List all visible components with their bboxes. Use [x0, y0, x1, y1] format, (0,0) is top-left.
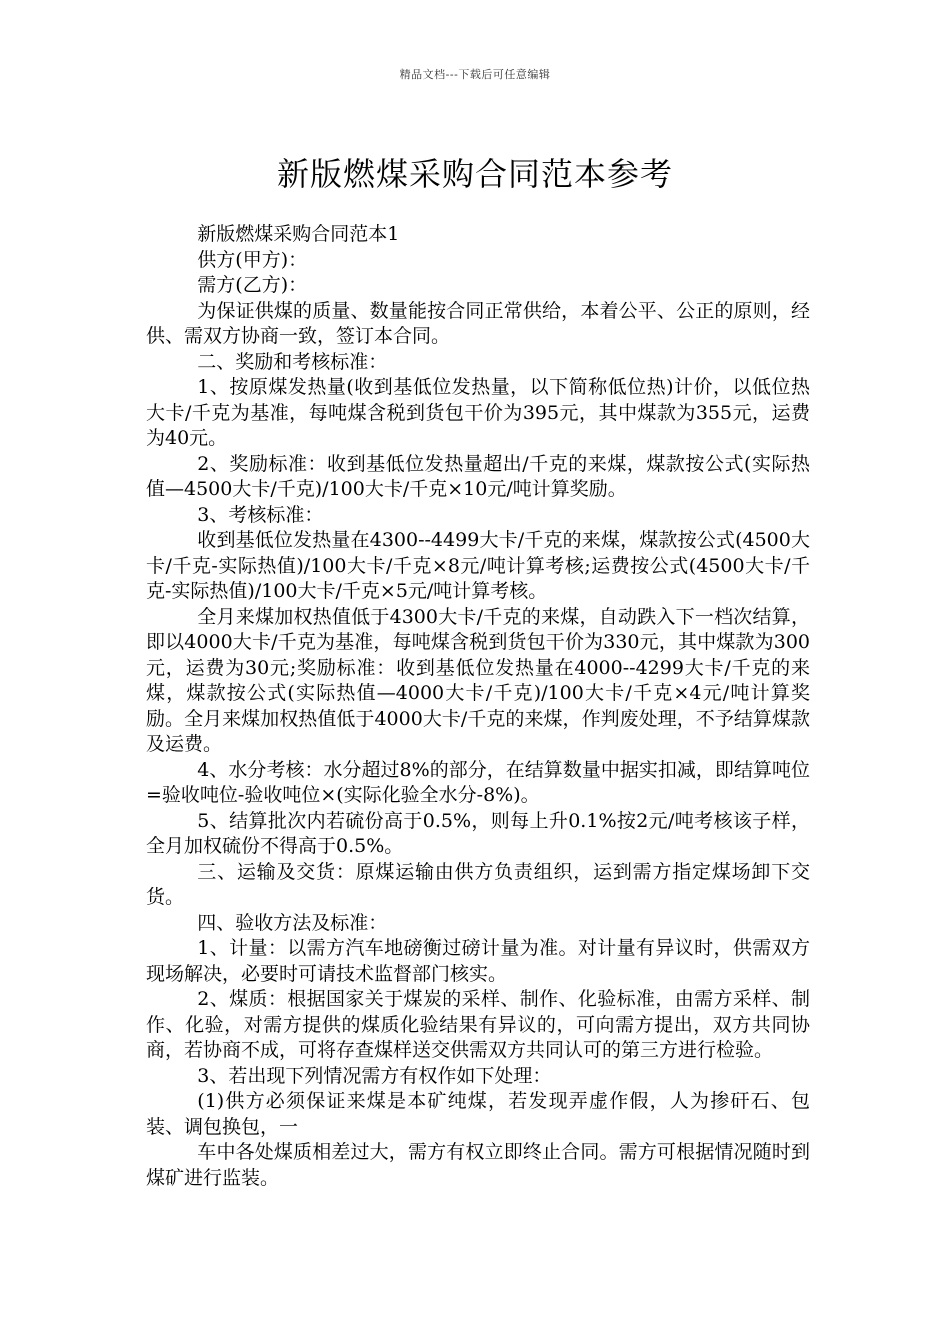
paragraph-metering: 1、计量：以需方汽车地磅衡过磅计量为准。对计量有异议时，供需双方现场解决，必要时可请技术监督部门核实。 — [146, 937, 810, 985]
paragraph-supplier: 供方(甲方)： — [197, 248, 308, 271]
paragraph-sulfur: 5、结算批次内若硫份高于0.5%，则每上升0.1%按2元/吨考核该子样，全月加权硫份不得高于0.5%。 — [146, 809, 810, 857]
paragraph-preamble: 为保证供煤的质量、数量能按合同正常供给，本着公平、公正的原则，经供、需双方协商一致，签订本合同。 — [146, 299, 810, 347]
paragraph-monthly-weighted: 全月来煤加权热值低于4300大卡/千克的来煤，自动跌入下一档次结算，即以4000大卡/千克为基准，每吨煤含税到货包干价为330元，其中煤款为300元，运费为30元;奖励标准：收到基低位发热量在4000--4299大卡/千克的来煤，煤款按公式(实际热值—4000大卡/千克)/100大卡/千克×4元/吨计算奖励。全月来煤加权热值低于4000大卡/千克的来煤，作判废处理，不予结算煤款及运费。 — [146, 605, 810, 755]
paragraph-pricing: 1、按原煤发热量(收到基低位发热量，以下简称低位热)计价，以低位热大卡/千克为基准，每吨煤含税到货包干价为395元，其中煤款为355元，运费为40元。 — [146, 376, 810, 449]
paragraph-coal-quality: 2、煤质：根据国家关于煤炭的采样、制作、化验标准，由需方采样、制作、化验，对需方提供的煤质化验结果有异议的，可向需方提出，双方共同协商，若协商不成，可将存查煤样送交供需双方共同认可的第三方进行检验。 — [146, 988, 810, 1061]
document-title: 新版燃煤采购合同范本参考 — [276, 155, 673, 194]
header-note: 精品文档---下载后可任意编辑 — [399, 68, 551, 81]
paragraph-handling-conditions: 3、若出现下列情况需方有权作如下处理： — [197, 1064, 552, 1087]
subheading-assessment: 3、考核标准： — [197, 503, 324, 526]
section-heading-transport: 三、运输及交货：原煤运输由供方负责组织，运到需方指定煤场卸下交货。 — [146, 860, 810, 908]
paragraph-moisture: 4、水分考核：水分超过8%的部分，在结算数量中据实扣减，即结算吨位=验收吨位-验收吨位×(实际化验全水分-8%)。 — [146, 758, 810, 806]
section-heading-rewards: 二、奖励和考核标准： — [197, 350, 388, 373]
paragraph-pure-coal: (1)供方必须保证来煤是本矿纯煤，若发现弄虚作假，人为掺矸石、包装、调包换包，一 — [146, 1090, 810, 1138]
paragraph-assessment-range: 收到基低位发热量在4300--4499大卡/千克的来煤，煤款按公式(4500大卡/千克-实际热值)/100大卡/千克×8元/吨计算考核;运费按公式(4500大卡/千克-实际热值)/100大卡/千克×5元/吨计算考核。 — [146, 529, 810, 602]
document-body — [146, 222, 810, 1191]
paragraph-buyer: 需方(乙方)： — [197, 274, 308, 296]
paragraph-contract-name: 新版燃煤采购合同范本1 — [197, 223, 400, 245]
paragraph-termination: 车中各处煤质相差过大，需方有权立即终止合同。需方可根据情况随时到煤矿进行监装。 — [146, 1141, 810, 1189]
paragraph-reward-standard: 2、奖励标准：收到基低位发热量超出/千克的来煤，煤款按公式(实际热值—4500大卡/千克)/100大卡/千克×10元/吨计算奖励。 — [146, 452, 810, 500]
section-heading-acceptance: 四、验收方法及标准： — [197, 911, 388, 934]
